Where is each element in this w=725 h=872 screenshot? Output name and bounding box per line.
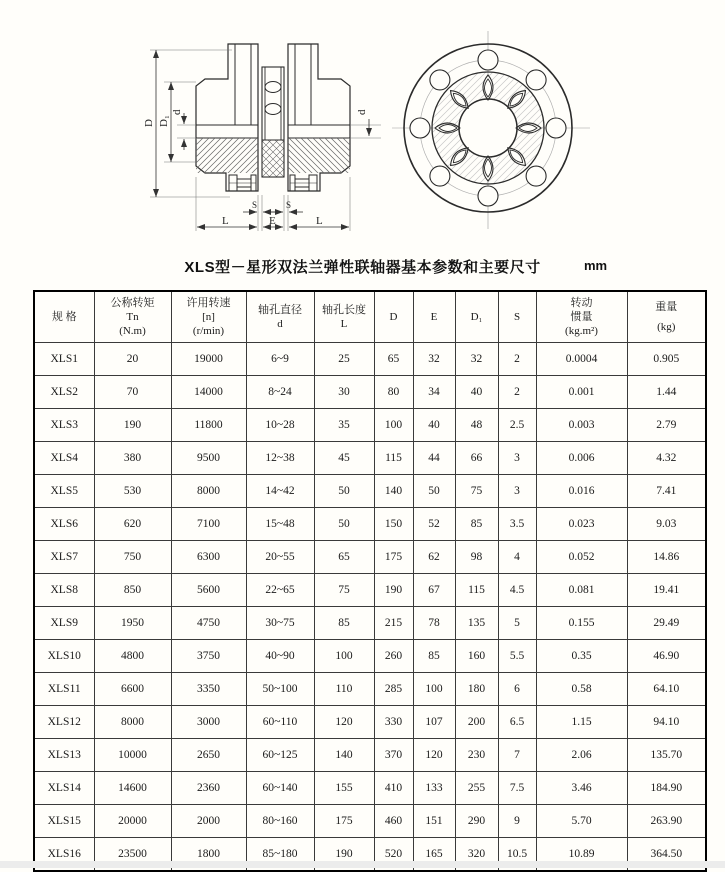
column-header-S: S [498,291,536,343]
value-cell: 30 [314,376,374,409]
table-row [34,706,706,739]
value-cell: 12~38 [246,442,314,475]
value-cell: 3000 [171,706,246,739]
column-header-E: E [413,291,455,343]
center-spacer [262,67,284,177]
value-cell: 48 [455,409,498,442]
value-cell: 0.081 [536,574,627,607]
value-cell: 6~9 [246,343,314,376]
column-header-D1: D₁ [455,291,498,343]
spec-cell: XLS9 [34,607,94,640]
dim-label-d-right: d [356,109,368,115]
pin-bushing-bottom [265,104,281,115]
value-cell: 1.44 [627,376,706,409]
value-cell: 32 [413,343,455,376]
value-cell: 60~125 [246,739,314,772]
value-cell: 175 [374,541,413,574]
technical-drawing [0,4,725,256]
value-cell: 46.90 [627,640,706,673]
column-header-bore-dia: 轴孔直径 d [246,291,314,343]
table-body [34,343,706,872]
value-cell: 6 [498,673,536,706]
value-cell: 40 [413,409,455,442]
value-cell: 7 [498,739,536,772]
page-title: XLS型－星形双法兰弹性联轴器基本参数和主要尺寸 [184,259,541,276]
value-cell: 100 [314,640,374,673]
value-cell: 40 [455,376,498,409]
dim-label-D1: D₁ [158,115,170,127]
dim-label-E: E [269,215,276,227]
value-cell: 3.46 [536,772,627,805]
value-cell: 460 [374,805,413,838]
value-cell: 3 [498,475,536,508]
value-cell: 6300 [171,541,246,574]
value-cell: 290 [455,805,498,838]
value-cell: 9 [498,805,536,838]
value-cell: 175 [314,805,374,838]
value-cell: 8000 [94,706,171,739]
value-cell: 160 [455,640,498,673]
value-cell: 23500 [94,838,171,872]
column-header-bore-len: 轴孔长度 L [314,291,374,343]
value-cell: 64.10 [627,673,706,706]
value-cell: 2000 [171,805,246,838]
value-cell: 135.70 [627,739,706,772]
value-cell: 7100 [171,508,246,541]
value-cell: 20~55 [246,541,314,574]
value-cell: 4750 [171,607,246,640]
value-cell: 5.5 [498,640,536,673]
column-header-speed: 许用转速 [n] (r/min) [171,291,246,343]
value-cell: 44 [413,442,455,475]
value-cell: 0.155 [536,607,627,640]
value-cell: 100 [413,673,455,706]
header-row [34,291,706,343]
value-cell: 2 [498,376,536,409]
value-cell: 62 [413,541,455,574]
column-header-inertia: 转动 惯量 (kg.m²) [536,291,627,343]
value-cell: 4 [498,541,536,574]
value-cell: 67 [413,574,455,607]
value-cell: 20 [94,343,171,376]
value-cell: 15~48 [246,508,314,541]
value-cell: 50~100 [246,673,314,706]
value-cell: 0.006 [536,442,627,475]
spec-cell: XLS4 [34,442,94,475]
column-header-weight: 重量 (kg) [627,291,706,343]
table-row [34,772,706,805]
right-section-hatch [288,138,350,173]
spec-cell: XLS11 [34,673,94,706]
pin-bushing-top [265,82,281,93]
table-row [34,475,706,508]
value-cell: 2 [498,343,536,376]
value-cell: 330 [374,706,413,739]
value-cell: 4.5 [498,574,536,607]
value-cell: 0.905 [627,343,706,376]
value-cell: 10.5 [498,838,536,872]
value-cell: 85 [314,607,374,640]
value-cell: 3.5 [498,508,536,541]
spec-cell: XLS6 [34,508,94,541]
spec-cell: XLS12 [34,706,94,739]
value-cell: 5 [498,607,536,640]
value-cell: 120 [314,706,374,739]
value-cell: 5600 [171,574,246,607]
value-cell: 2.79 [627,409,706,442]
value-cell: 32 [455,343,498,376]
value-cell: 135 [455,607,498,640]
value-cell: 65 [314,541,374,574]
value-cell: 70 [94,376,171,409]
value-cell: 0.023 [536,508,627,541]
value-cell: 230 [455,739,498,772]
value-cell: 45 [314,442,374,475]
left-bolt [229,175,256,191]
value-cell: 25 [314,343,374,376]
table-row [34,607,706,640]
dim-label-S-left: S [252,200,258,210]
value-cell: 66 [455,442,498,475]
value-cell: 22~65 [246,574,314,607]
value-cell: 155 [314,772,374,805]
title-bar [0,256,725,278]
value-cell: 285 [374,673,413,706]
value-cell: 530 [94,475,171,508]
value-cell: 14000 [171,376,246,409]
value-cell: 60~110 [246,706,314,739]
value-cell: 60~140 [246,772,314,805]
bore-lines [196,44,350,138]
column-header-spec: 规 格 [34,291,94,343]
spec-cell: XLS13 [34,739,94,772]
spec-cell: XLS1 [34,343,94,376]
value-cell: 4800 [94,640,171,673]
value-cell: 0.001 [536,376,627,409]
column-header-torque: 公称转矩 Tn (N.m) [94,291,171,343]
value-cell: 364.50 [627,838,706,872]
value-cell: 10000 [94,739,171,772]
value-cell: 140 [374,475,413,508]
dim-label-L-left: L [222,215,229,227]
value-cell: 9500 [171,442,246,475]
value-cell: 2650 [171,739,246,772]
table-row [34,805,706,838]
value-cell: 9.03 [627,508,706,541]
spec-cell: XLS3 [34,409,94,442]
dim-label-L-right: L [316,215,323,227]
value-cell: 4.32 [627,442,706,475]
value-cell: 29.49 [627,607,706,640]
value-cell: 0.016 [536,475,627,508]
value-cell: 19000 [171,343,246,376]
value-cell: 107 [413,706,455,739]
value-cell: 151 [413,805,455,838]
dim-label-D: D [143,119,155,127]
table-row [34,640,706,673]
value-cell: 2360 [171,772,246,805]
value-cell: 165 [413,838,455,872]
value-cell: 75 [455,475,498,508]
value-cell: 190 [314,838,374,872]
value-cell: 85 [455,508,498,541]
value-cell: 180 [455,673,498,706]
value-cell: 1.15 [536,706,627,739]
table-row [34,409,706,442]
value-cell: 184.90 [627,772,706,805]
value-cell: 50 [413,475,455,508]
value-cell: 11800 [171,409,246,442]
value-cell: 2.06 [536,739,627,772]
dim-label-S-right: S [286,200,292,210]
value-cell: 40~90 [246,640,314,673]
value-cell: 100 [374,409,413,442]
value-cell: 190 [94,409,171,442]
table-row [34,739,706,772]
value-cell: 1950 [94,607,171,640]
table-row [34,343,706,376]
value-cell: 5.70 [536,805,627,838]
value-cell: 133 [413,772,455,805]
value-cell: 370 [374,739,413,772]
value-cell: 14~42 [246,475,314,508]
value-cell: 10.89 [536,838,627,872]
spec-cell: XLS7 [34,541,94,574]
value-cell: 190 [374,574,413,607]
unit-label: mm [584,258,608,273]
table-row [34,376,706,409]
value-cell: 14.86 [627,541,706,574]
value-cell: 150 [374,508,413,541]
table-row [34,574,706,607]
spec-cell: XLS5 [34,475,94,508]
value-cell: 6600 [94,673,171,706]
value-cell: 10~28 [246,409,314,442]
value-cell: 255 [455,772,498,805]
right-bolt [290,175,317,191]
value-cell: 50 [314,508,374,541]
table-row [34,541,706,574]
value-cell: 3 [498,442,536,475]
value-cell: 1800 [171,838,246,872]
value-cell: 7.41 [627,475,706,508]
value-cell: 3750 [171,640,246,673]
value-cell: 85~180 [246,838,314,872]
value-cell: 85 [413,640,455,673]
spec-cell: XLS2 [34,376,94,409]
value-cell: 380 [94,442,171,475]
value-cell: 50 [314,475,374,508]
value-cell: 35 [314,409,374,442]
value-cell: 140 [314,739,374,772]
page-bottom-edge [0,861,725,868]
value-cell: 19.41 [627,574,706,607]
value-cell: 410 [374,772,413,805]
spec-cell: XLS15 [34,805,94,838]
value-cell: 3350 [171,673,246,706]
value-cell: 20000 [94,805,171,838]
value-cell: 0.35 [536,640,627,673]
value-cell: 110 [314,673,374,706]
spec-table [33,290,707,872]
value-cell: 0.0004 [536,343,627,376]
value-cell: 34 [413,376,455,409]
value-cell: 94.10 [627,706,706,739]
spec-cell: XLS10 [34,640,94,673]
value-cell: 115 [455,574,498,607]
value-cell: 78 [413,607,455,640]
value-cell: 98 [455,541,498,574]
value-cell: 260 [374,640,413,673]
value-cell: 0.052 [536,541,627,574]
value-cell: 8~24 [246,376,314,409]
value-cell: 80 [374,376,413,409]
value-cell: 30~75 [246,607,314,640]
value-cell: 65 [374,343,413,376]
spec-cell: XLS8 [34,574,94,607]
value-cell: 52 [413,508,455,541]
value-cell: 520 [374,838,413,872]
value-cell: 6.5 [498,706,536,739]
value-cell: 200 [455,706,498,739]
value-cell: 320 [455,838,498,872]
table-row [34,442,706,475]
value-cell: 750 [94,541,171,574]
column-header-D: D [374,291,413,343]
value-cell: 75 [314,574,374,607]
value-cell: 115 [374,442,413,475]
value-cell: 14600 [94,772,171,805]
value-cell: 80~160 [246,805,314,838]
value-cell: 620 [94,508,171,541]
table-row [34,508,706,541]
spec-cell: XLS16 [34,838,94,872]
value-cell: 120 [413,739,455,772]
value-cell: 850 [94,574,171,607]
value-cell: 7.5 [498,772,536,805]
value-cell: 0.003 [536,409,627,442]
cross-section-view [143,44,381,231]
value-cell: 2.5 [498,409,536,442]
table-row [34,673,706,706]
value-cell: 8000 [171,475,246,508]
left-section-hatch [196,138,258,173]
front-view [392,31,590,229]
dim-label-d-left: d [171,109,183,115]
value-cell: 263.90 [627,805,706,838]
value-cell: 215 [374,607,413,640]
value-cell: 0.58 [536,673,627,706]
spec-cell: XLS14 [34,772,94,805]
